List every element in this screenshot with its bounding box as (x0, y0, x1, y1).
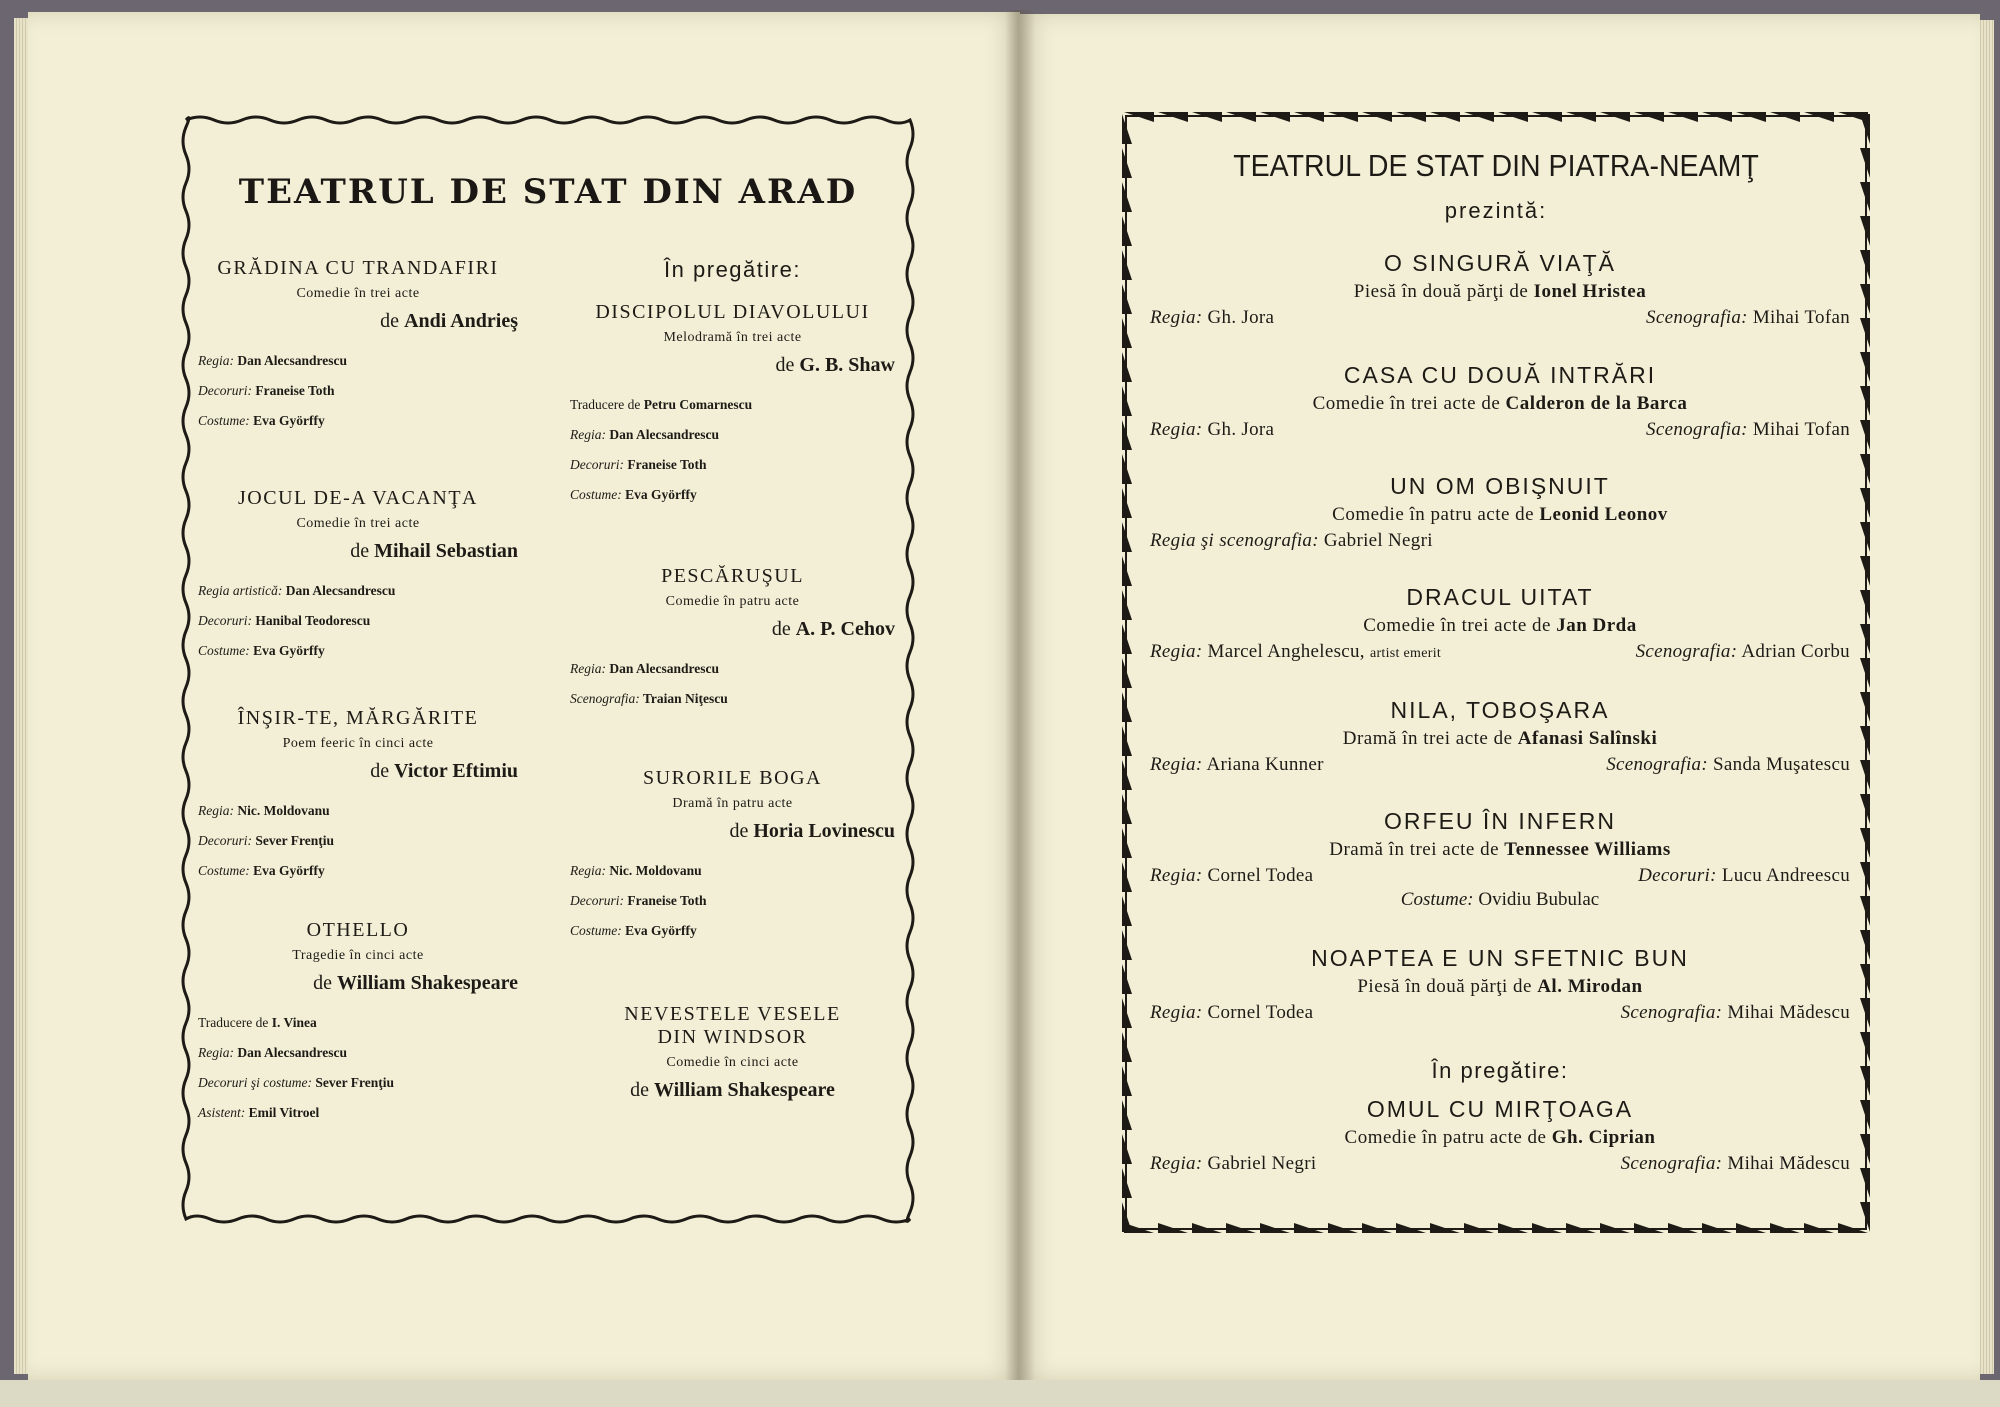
play-author: de A. P. Cehov (771, 618, 895, 640)
play-genre: Comedie în trei acte (296, 516, 420, 531)
play-description: Dramă în trei acte de Afanasi Salînski (1342, 728, 1658, 749)
credit-line: Regia: Dan Alecsandrescu (570, 661, 720, 676)
play-title: ÎNŞIR-TE, MĂRGĂRITE (237, 707, 479, 729)
play-description: Comedie în trei acte de Jan Drda (1363, 615, 1637, 636)
play-title: GRĂDINA CU TRANDAFIRI (217, 257, 499, 279)
credit-line: Costume: Eva Györffy (570, 487, 697, 502)
piatra-neamt-program-frame (1120, 110, 1872, 1235)
play-title: NILA, TOBOŞARA (1390, 697, 1610, 723)
credit-line: Traducere de Petru Comarnescu (570, 397, 753, 412)
play-block (1150, 697, 1850, 776)
play-block (1150, 250, 1850, 329)
in-preparation-heading: În pregătire: (1431, 1058, 1569, 1083)
arad-column-1 (198, 257, 518, 1121)
credit-line: Regia: Nic. Moldovanu (570, 863, 702, 878)
play-description: Piesă în două părţi de Al. Mirodan (1357, 976, 1643, 997)
credit-line: Costume: Eva Györffy (198, 413, 325, 428)
credits-row: Regia: Ariana Kunner Scenografia: Sanda Muşatescu (1150, 754, 1850, 775)
play-author: de William Shakespeare (313, 972, 518, 994)
credits-row: Regia: Gh. Jora Scenografia: Mihai Tofan (1150, 307, 1850, 328)
play-title: NEVESTELE VESELE (624, 1003, 841, 1025)
play-title: PESCĂRUŞUL (661, 565, 804, 587)
play-block (570, 1003, 895, 1102)
credit-line: Costume: Eva Györffy (198, 863, 325, 878)
credit-line: Regia: Dan Alecsandrescu (198, 353, 348, 368)
play-author: de Victor Eftimiu (370, 760, 518, 782)
credit-line: Decoruri: Franeise Toth (570, 893, 707, 908)
in-preparation-section (1150, 1058, 1850, 1175)
credit-line: Asistent: Emil Vitroel (198, 1105, 320, 1120)
play-title-line-2: DIN WINDSOR (657, 1026, 808, 1048)
in-preparation-heading: În pregătire: (664, 257, 801, 282)
play-description: Piesă în două părţi de Ionel Hristea (1353, 281, 1647, 302)
credits-row: Regia şi scenografia: Gabriel Negri (1150, 530, 1433, 551)
arad-program-frame (178, 112, 918, 1227)
play-genre: Poem feeric în cinci acte (282, 736, 434, 751)
play-description: Comedie în patru acte de Leonid Leonov (1332, 504, 1668, 525)
play-title: SURORILE BOGA (643, 767, 822, 789)
credit-line: Decoruri: Hanibal Teodorescu (198, 613, 371, 628)
play-description: Comedie în patru acte de Gh. Ciprian (1344, 1127, 1656, 1148)
credit-line: Decoruri: Sever Frenţiu (198, 833, 334, 848)
play-block (1150, 808, 1850, 911)
credits-row: Regia: Cornel Todea Scenografia: Mihai Mădescu (1150, 1002, 1850, 1023)
play-author: de William Shakespeare (630, 1079, 835, 1101)
play-genre: Comedie în trei acte (296, 286, 420, 301)
credits-center: Costume: Ovidiu Bubulac (1400, 889, 1600, 910)
play-block (198, 707, 518, 879)
credit-line: Costume: Eva Györffy (570, 923, 697, 938)
play-title: NOAPTEA E UN SFETNIC BUN (1311, 945, 1689, 971)
play-block (570, 565, 895, 707)
play-block (1150, 945, 1850, 1024)
credit-line: Decoruri: Franeise Toth (198, 383, 335, 398)
credit-line: Decoruri: Franeise Toth (570, 457, 707, 472)
play-genre: Melodramă în trei acte (663, 330, 802, 345)
play-genre: Comedie în patru acte (665, 594, 800, 609)
credit-line: Regia: Dan Alecsandrescu (198, 1045, 348, 1060)
scan-bottom-edge (0, 1380, 2000, 1407)
credits-row: Regia: Gabriel Negri Scenografia: Mihai Mădescu (1150, 1153, 1850, 1174)
play-genre: Comedie în cinci acte (666, 1055, 799, 1070)
play-block (570, 301, 895, 503)
credit-line: Scenografia: Traian Niţescu (570, 691, 728, 706)
credits-row: Regia: Gh. Jora Scenografia: Mihai Tofan (1150, 419, 1850, 440)
play-description: Dramă în trei acte de Tennessee Williams (1329, 839, 1671, 860)
play-block (1150, 362, 1850, 441)
arad-column-2 (570, 257, 895, 1102)
play-author: de Horia Lovinescu (729, 820, 895, 842)
presents-subtitle: prezintă: (1444, 198, 1548, 223)
credit-line: Regia: Dan Alecsandrescu (570, 427, 720, 442)
play-block (1150, 473, 1850, 552)
play-author: de G. B. Shaw (775, 354, 895, 376)
credit-line: Regia artistică: Dan Alecsandrescu (198, 583, 396, 598)
arad-theatre-title: TEATRUL DE STAT DIN ARAD (238, 172, 858, 212)
play-title: ORFEU ÎN INFERN (1384, 808, 1616, 834)
play-genre: Tragedie în cinci acte (292, 948, 424, 963)
credits-row: Regia: Cornel Todea Decoruri: Lucu Andreescu (1150, 865, 1850, 886)
play-author: de Mihail Sebastian (350, 540, 518, 562)
credit-line: Regia: Nic. Moldovanu (198, 803, 330, 818)
play-title: JOCUL DE-A VACANŢA (238, 487, 478, 509)
play-title: DISCIPOLUL DIAVOLULUI (595, 301, 870, 323)
play-title: OTHELLO (306, 919, 410, 941)
book-spine (1005, 10, 1035, 1380)
play-author: de Andi Andrieş (380, 310, 518, 332)
play-title: CASA CU DOUĂ INTRĂRI (1343, 362, 1657, 388)
play-block (1150, 584, 1850, 663)
play-block (198, 919, 518, 1121)
play-block (198, 257, 518, 429)
piatra-neamt-theatre-title: TEATRUL DE STAT DIN PIATRA-NEAMŢ (1233, 148, 1759, 183)
play-block (570, 767, 895, 939)
credit-line: Traducere de I. Vinea (198, 1015, 317, 1030)
play-title: DRACUL UITAT (1406, 584, 1594, 610)
play-genre: Dramă în patru acte (672, 796, 793, 811)
credit-line: Decoruri şi costume: Sever Frenţiu (198, 1075, 394, 1090)
play-title: UN OM OBIŞNUIT (1390, 473, 1610, 499)
play-description: Comedie în trei acte de Calderon de la Barca (1312, 393, 1688, 414)
credits-row: Regia: Marcel Anghelescu, artist emerit Scenografia: Adrian Corbu (1150, 641, 1850, 662)
credit-line: Costume: Eva Györffy (198, 643, 325, 658)
play-block (198, 487, 518, 659)
play-title: O SINGURĂ VIAŢĂ (1384, 250, 1616, 276)
play-title: OMUL CU MIRŢOAGA (1366, 1096, 1634, 1122)
